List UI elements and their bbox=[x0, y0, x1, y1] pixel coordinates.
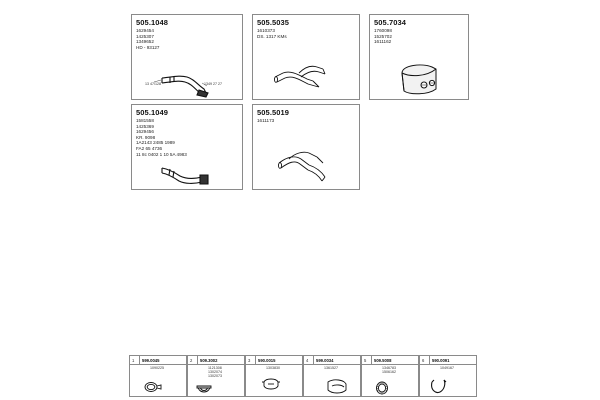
part-card-4 bbox=[131, 104, 243, 190]
accessory-reference: 1049167 bbox=[440, 366, 454, 370]
part-reference: 1425307 bbox=[136, 33, 154, 39]
part-reference: 1610373 bbox=[257, 28, 275, 33]
part-reference: 1425369 bbox=[136, 123, 154, 129]
accessory-cell-4 bbox=[303, 355, 361, 397]
accessory-number: 6 bbox=[422, 357, 425, 363]
callout-label: 1349 27 27 bbox=[204, 82, 222, 86]
part-code: 505.1048 bbox=[136, 18, 169, 27]
accessory-cell-5 bbox=[361, 355, 419, 397]
part-card-3 bbox=[369, 14, 469, 100]
accessory-number: 5 bbox=[364, 357, 367, 363]
gasket-ring-icon bbox=[362, 356, 420, 398]
accessory-cell-3 bbox=[245, 355, 303, 397]
accessory-reference: 1361527 bbox=[324, 366, 338, 370]
accessory-cell-1 bbox=[129, 355, 187, 397]
part-card-2 bbox=[252, 14, 360, 100]
accessory-number: 3 bbox=[248, 357, 251, 363]
accessory-reference: 1302073 bbox=[208, 374, 222, 379]
accessory-reference: 1346783 bbox=[382, 366, 396, 370]
part-reference: KR. 9098 bbox=[136, 134, 156, 140]
accessory-reference: 1121308 bbox=[208, 366, 222, 370]
bent-pipe-drawing bbox=[132, 105, 244, 191]
rubber-hanger-icon bbox=[420, 356, 478, 398]
accessory-cell-6 bbox=[419, 355, 477, 397]
clamp-icon bbox=[130, 356, 188, 398]
part-code: 505.5035 bbox=[257, 18, 290, 27]
callout-label: 13 47/128 bbox=[145, 82, 161, 86]
part-reference: HD - 93127 bbox=[136, 44, 160, 50]
part-reference: 1629454 bbox=[136, 28, 154, 33]
accessory-number: 2 bbox=[190, 357, 193, 363]
part-reference: 1525702 bbox=[374, 33, 392, 39]
y-pipe-drawing bbox=[253, 15, 361, 101]
part-reference: 1A2143 2485 1989 bbox=[136, 140, 175, 146]
part-reference: 11 8c 0402 1 10 5A 4983 bbox=[136, 151, 187, 157]
band-clamp-icon bbox=[246, 356, 304, 398]
accessory-code: 599.0034 bbox=[316, 357, 334, 363]
part-reference: 1760098 bbox=[374, 28, 392, 33]
accessory-number: 4 bbox=[306, 357, 309, 363]
accessory-code: 590.0015 bbox=[258, 357, 276, 363]
accessory-reference: 1090225 bbox=[150, 366, 164, 370]
accessory-code: 509.5008 bbox=[374, 357, 392, 363]
accessory-code: 599.0045 bbox=[142, 357, 160, 363]
part-code: 505.5019 bbox=[257, 108, 290, 117]
part-reference: FA2 65 4736 bbox=[136, 145, 163, 151]
part-reference: 1611173 bbox=[257, 118, 275, 123]
accessory-number: 1 bbox=[132, 357, 135, 363]
accessory-cell-2 bbox=[187, 355, 245, 397]
part-code: 505.7034 bbox=[374, 18, 407, 27]
accessory-reference: 1506162 bbox=[382, 370, 396, 375]
u-bolt-clamp-icon bbox=[188, 356, 246, 398]
sleeve-clamp-icon bbox=[304, 356, 362, 398]
part-reference: 1611162 bbox=[374, 39, 392, 45]
accessory-reference: 1303830 bbox=[266, 366, 280, 370]
y-pipe-drawing bbox=[253, 105, 361, 191]
front-pipe-drawing bbox=[132, 15, 244, 101]
part-reference: 1629456 bbox=[136, 129, 154, 135]
part-reference: DS. 1317 KMs bbox=[257, 33, 287, 39]
part-reference: 1581558 bbox=[136, 118, 154, 123]
part-reference: 1349652 bbox=[136, 39, 154, 45]
accessories-strip bbox=[129, 355, 481, 397]
part-card-1 bbox=[131, 14, 243, 100]
part-code: 505.1049 bbox=[136, 108, 169, 117]
accessory-code: 509.3002 bbox=[200, 357, 218, 363]
part-card-5 bbox=[252, 104, 360, 190]
accessory-code: 590.0091 bbox=[432, 357, 450, 363]
silencer-drawing bbox=[370, 15, 470, 101]
accessory-reference: 1302074 bbox=[208, 370, 222, 375]
